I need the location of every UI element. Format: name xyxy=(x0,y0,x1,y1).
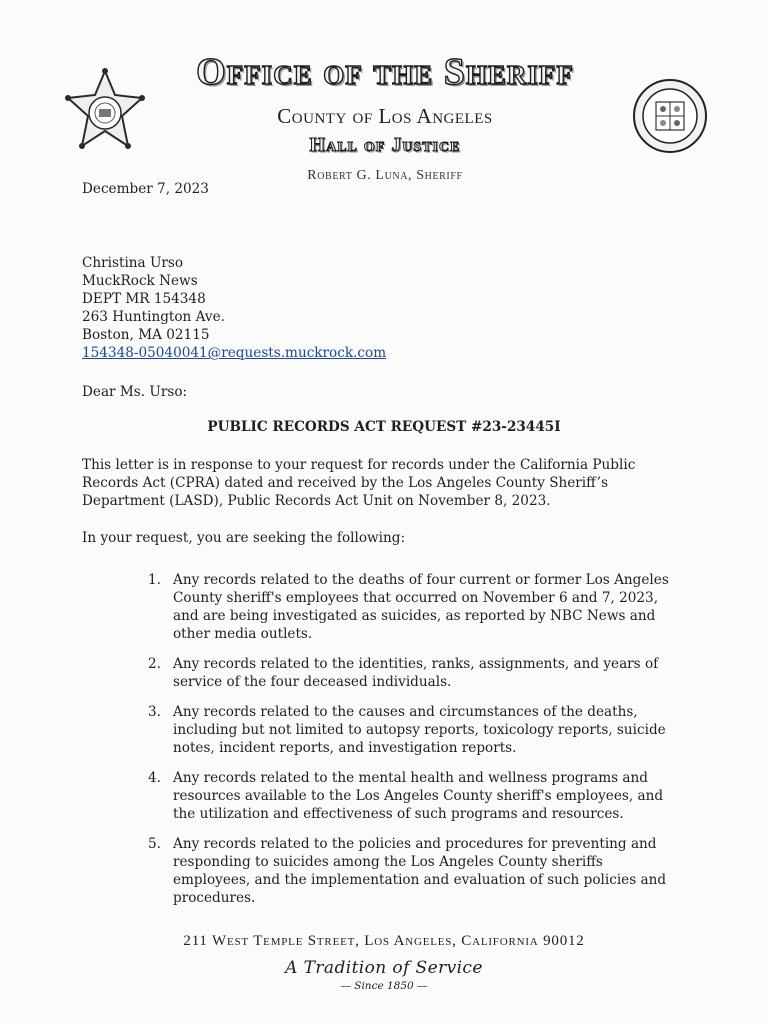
recipient-street: 263 Huntington Ave. xyxy=(82,309,225,325)
list-item-number: 5. xyxy=(148,836,161,852)
list-item xyxy=(148,769,678,823)
list-item xyxy=(148,835,678,907)
recipient-name: Christina Urso xyxy=(82,255,184,271)
list-item-text: Any records related to the policies and procedures for preventing and responding to suicides among the Los Angeles County sheriffs employees, and the implementation and evaluation of such policies and procedures. xyxy=(173,836,667,906)
list-item-number: 2. xyxy=(148,656,161,672)
recipient-city: Boston, MA 02115 xyxy=(82,327,210,343)
list-item-text: Any records related to the mental health and wellness programs and resources available to the Los Angeles County sheriff's employees, and the utilization and effectiveness of such programs and resources. xyxy=(173,770,664,822)
sheriff-name: Robert G. Luna, Sheriff xyxy=(307,168,463,183)
list-item-number: 3. xyxy=(148,704,161,720)
footer-motto: A Tradition of Service xyxy=(285,958,483,978)
letter-date: December 7, 2023 xyxy=(82,181,209,197)
list-item-number: 4. xyxy=(148,770,161,786)
subject-line: PUBLIC RECORDS ACT REQUEST #23-23445I xyxy=(207,419,561,435)
hall-of-justice: Hall of Justice xyxy=(309,134,461,156)
office-title: Office of the Sheriff xyxy=(196,51,574,93)
intro-paragraph: This letter is in response to your request for records under the California Public Records Act (CPRA) dated and received by the Los Angeles County Sheriff’s Department (LASD), Public Records Act Unit on November 8, 2023. xyxy=(82,457,636,509)
sheriff-star-badge-icon xyxy=(64,68,146,158)
recipient-address-block xyxy=(82,254,386,362)
recipient-dept: DEPT MR 154348 xyxy=(82,291,206,307)
list-item xyxy=(148,571,678,643)
seeking-paragraph: In your request, you are seeking the following: xyxy=(82,530,406,546)
salutation: Dear Ms. Urso: xyxy=(82,384,188,400)
list-item xyxy=(148,655,678,691)
request-list xyxy=(148,571,678,919)
list-item xyxy=(148,703,678,757)
list-item-number: 1. xyxy=(148,572,161,588)
list-item-text: Any records related to the deaths of four current or former Los Angeles County sheriff's employees that occurred on November 6 and 7, 2023, and are being investigated as suicides, as reported by NBC News and other media outlets. xyxy=(173,572,669,642)
footer-address: 211 West Temple Street, Los Angeles, California 90012 xyxy=(183,933,585,949)
recipient-email-link[interactable]: 154348-05040041@requests.muckrock.com xyxy=(82,345,387,361)
list-item-text: Any records related to the causes and circumstances of the deaths, including but not limited to autopsy reports, toxicology reports, suicide notes, incident reports, and investigation reports. xyxy=(173,704,666,756)
recipient-organization: MuckRock News xyxy=(82,273,198,289)
county-seal-icon xyxy=(632,78,708,154)
footer-since: — Since 1850 — xyxy=(340,980,428,992)
county-name: County of Los Angeles xyxy=(277,104,493,128)
list-item-text: Any records related to the identities, ranks, assignments, and years of service of the four deceased individuals. xyxy=(173,656,659,690)
